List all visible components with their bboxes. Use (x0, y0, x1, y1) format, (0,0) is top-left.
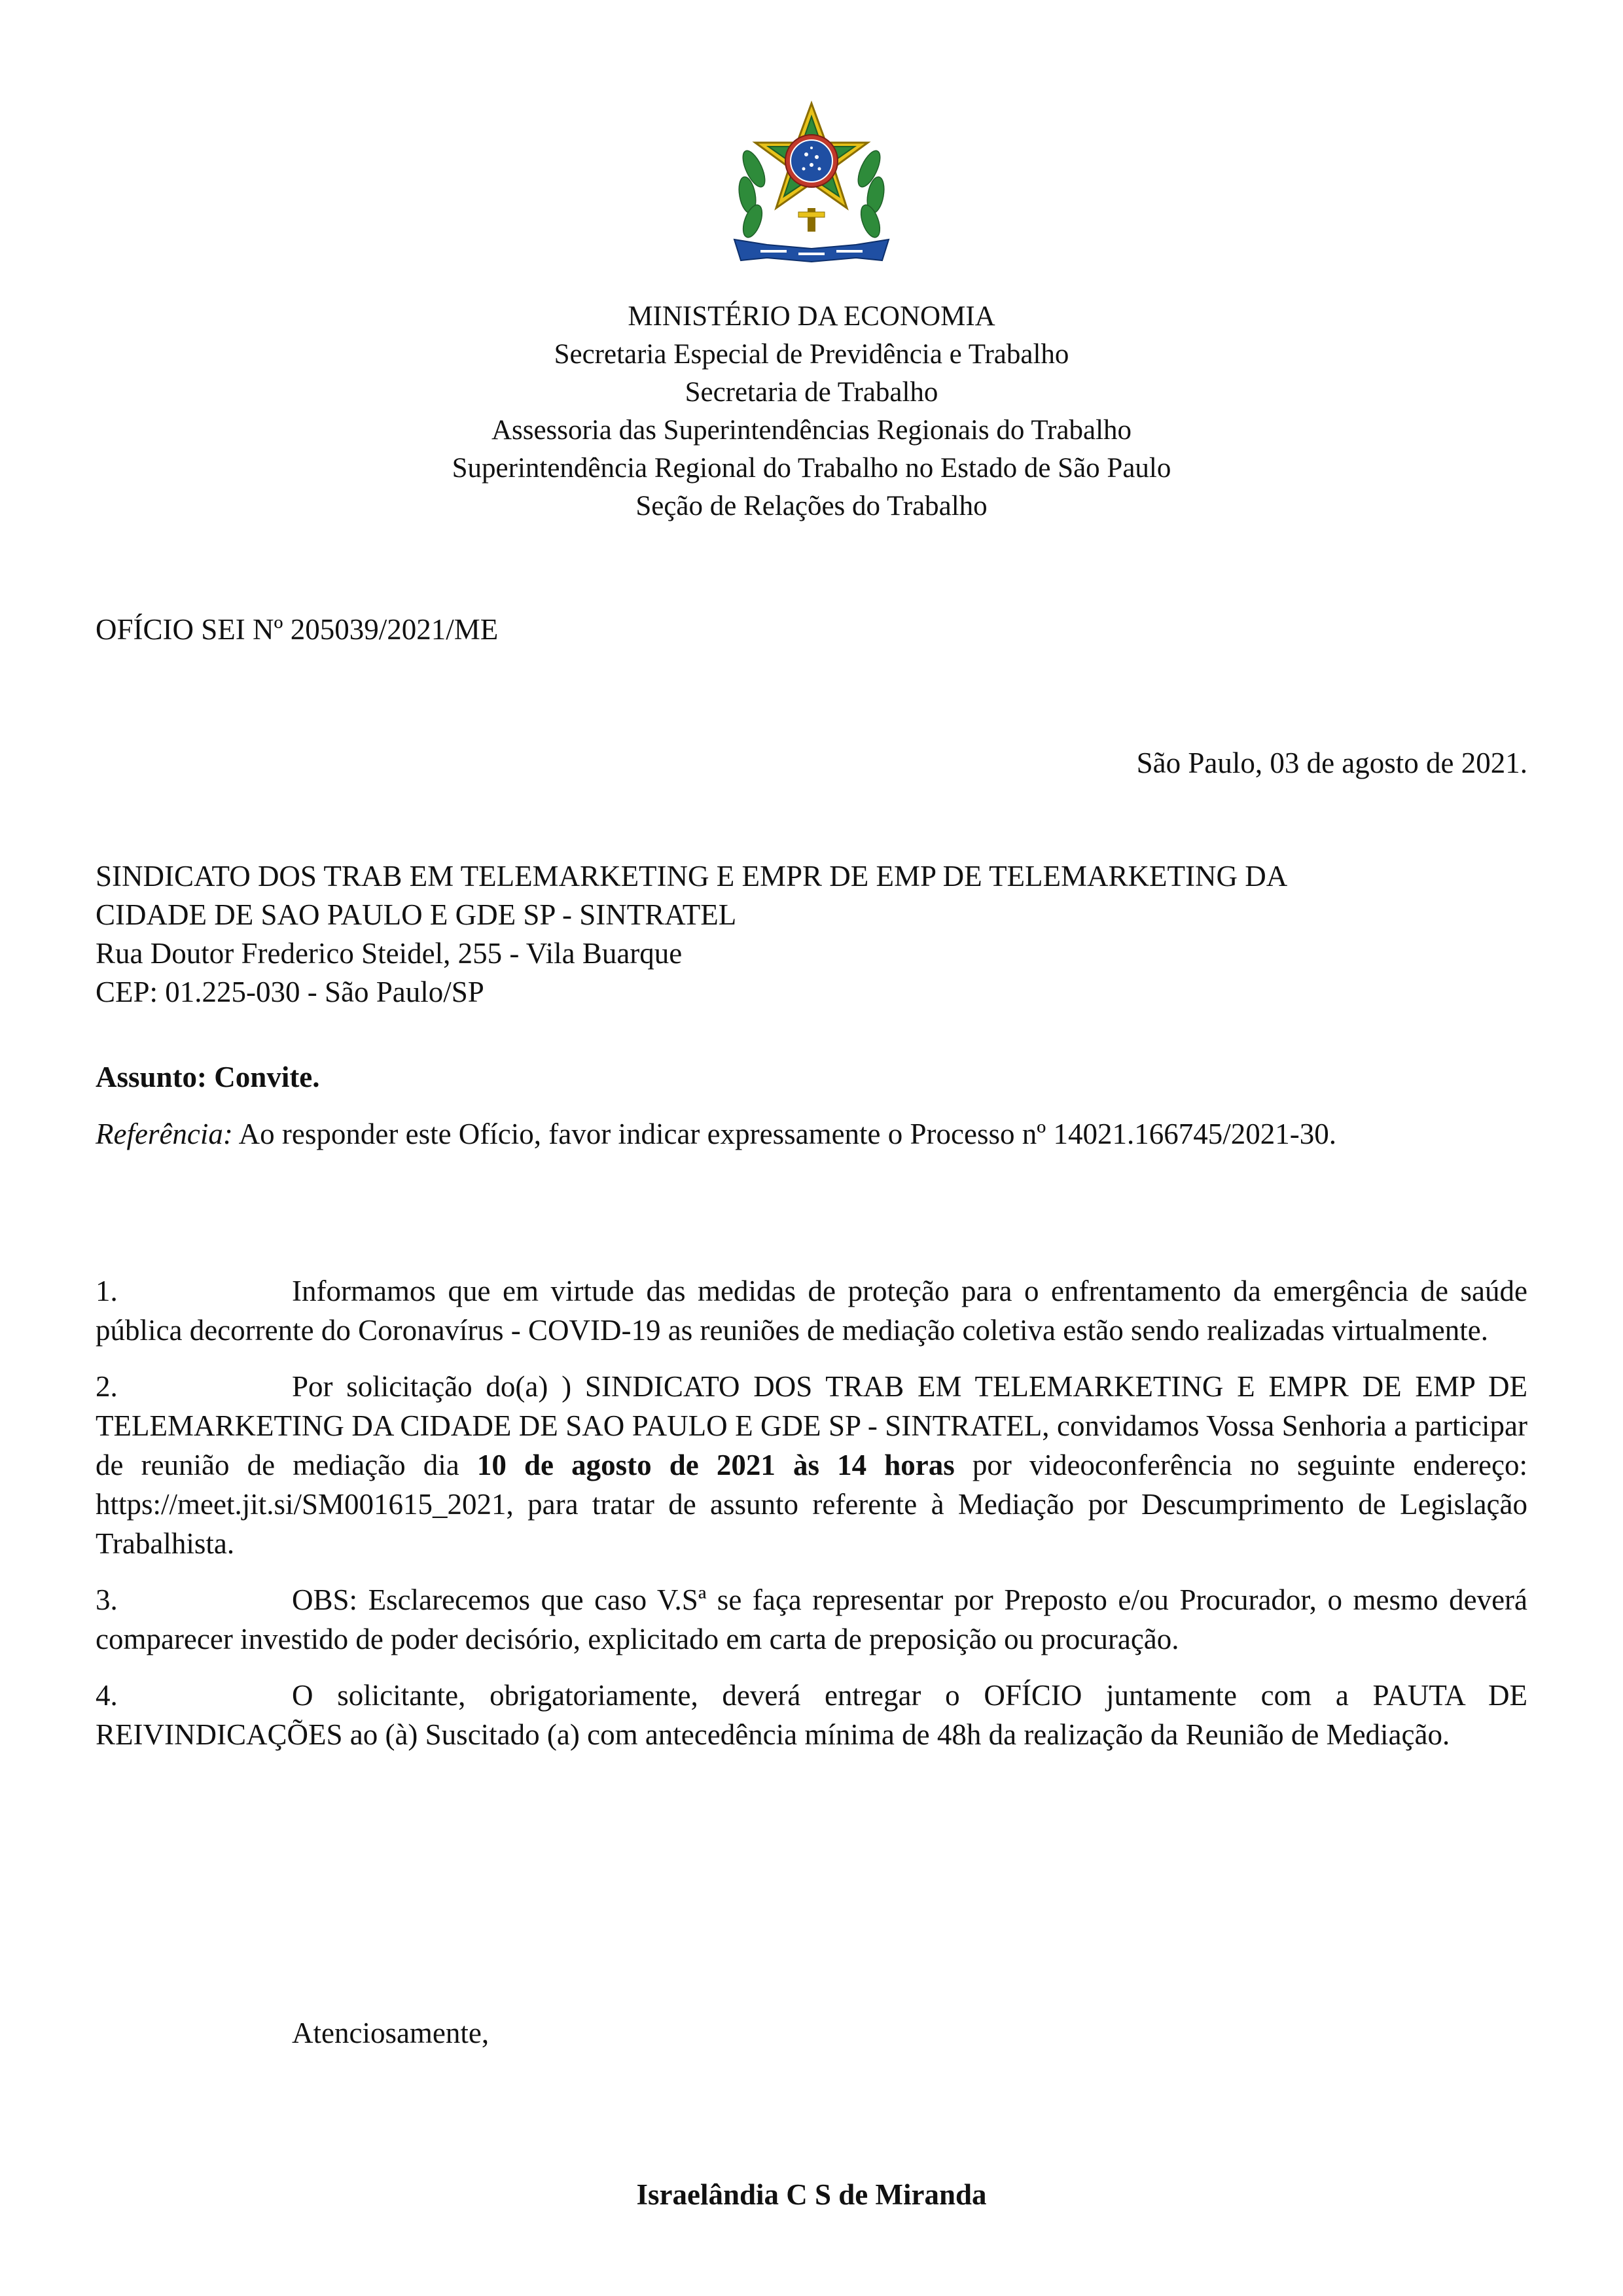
paragraph-text-continued: por videoconferência no seguinte endereço: https://meet.jit.si/SM001615_2021, para tratar de assunto referente à Mediação por Descumprimento de Legislação Trabalhista. (96, 1449, 1527, 1560)
paragraph-text: O solicitante, obrigatoriamente, deverá entregar o OFÍCIO juntamente com a PAUTA DE REIVINDICAÇÕES ao (à) Suscitado (a) com antecedência mínima de 48h da realização da Reunião de Mediação. (96, 1679, 1527, 1751)
reference-label: Referência: (96, 1118, 233, 1150)
meeting-date-time: 10 de agosto de 2021 às 14 horas (476, 1449, 955, 1481)
recipient-block (96, 857, 1527, 1012)
paragraph-number: 2. (96, 1370, 118, 1403)
reference-text: Ao responder este Ofício, favor indicar expressamente o Processo nº 14021.166745/2021-30. (238, 1118, 1336, 1150)
signatory-name: Israelândia C S de Miranda (636, 2178, 987, 2211)
header-line-assessoria: Assessoria das Superintendências Regionais do Trabalho (491, 415, 1132, 446)
paragraph-number: 4. (96, 1679, 118, 1712)
subject-line: Assunto: Convite. (96, 1061, 320, 1093)
header-line-superintendencia: Superintendência Regional do Trabalho no Estado de São Paulo (452, 453, 1171, 484)
paragraph-number: 3. (96, 1583, 118, 1616)
closing-salutation: Atenciosamente, (292, 2017, 490, 2049)
coat-of-arms-icon (728, 97, 895, 274)
recipient-cep: CEP: 01.225-030 - São Paulo/SP (96, 976, 484, 1008)
paragraph-number: 1. (96, 1275, 118, 1307)
paragraph-text: OBS: Esclarecemos que caso V.Sª se faça representar por Preposto e/ou Procurador, o mesmo deverá comparecer investido de poder decisório, explicitado em carta de preposição ou procuração. (96, 1583, 1527, 1655)
header-line-ministry: MINISTÉRIO DA ECONOMIA (628, 301, 995, 332)
body-paragraphs (96, 1271, 1527, 1771)
header-line-secretaria-especial: Secretaria Especial de Previdência e Trabalho (554, 339, 1069, 370)
paragraph-3 (96, 1580, 1527, 1659)
agency-header (0, 298, 1623, 525)
paragraph-text: Por solicitação do(a) ) SINDICATO DOS TRAB EM TELEMARKETING E EMPR DE EMP DE TELEMARKETING DA CIDADE DE SAO PAULO E GDE SP - SINTRATEL, convidamos Vossa Senhoria a participar de reunião de mediação dia (96, 1370, 1527, 1481)
recipient-line: SINDICATO DOS TRAB EM TELEMARKETING E EMPR DE EMP DE TELEMARKETING DA (96, 860, 1288, 892)
header-line-secao: Seção de Relações do Trabalho (635, 491, 988, 521)
paragraph-1 (96, 1271, 1527, 1350)
recipient-line: CIDADE DE SAO PAULO E GDE SP - SINTRATEL (96, 898, 737, 931)
oficio-number: OFÍCIO SEI Nº 205039/2021/ME (96, 613, 499, 646)
reference-line (96, 1114, 1527, 1154)
header-line-secretaria: Secretaria de Trabalho (685, 377, 938, 408)
paragraph-4 (96, 1676, 1527, 1754)
date-line: São Paulo, 03 de agosto de 2021. (1136, 747, 1527, 779)
paragraph-2 (96, 1367, 1527, 1563)
recipient-address: Rua Doutor Frederico Steidel, 255 - Vila Buarque (96, 937, 683, 970)
paragraph-text: Informamos que em virtude das medidas de proteção para o enfrentamento da emergência de saúde pública decorrente do Coronavírus - COVID-19 as reuniões de mediação coletiva estão sendo realizadas virtualmente. (96, 1275, 1527, 1347)
